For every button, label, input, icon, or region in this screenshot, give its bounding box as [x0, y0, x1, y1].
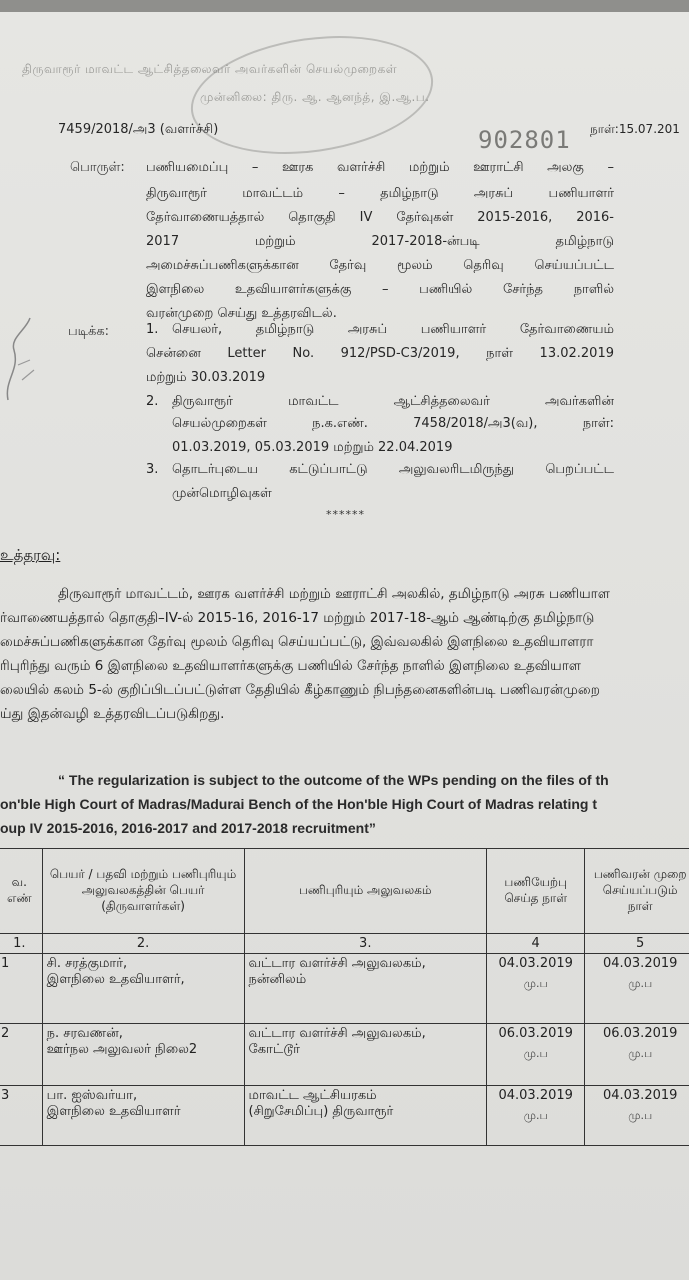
cell-office [244, 954, 486, 1024]
cell-name [42, 954, 244, 1024]
subject-line: பணியமைப்பு – ஊரக வளர்ச்சி மற்றும் ஊராட்சி அலகு – [146, 160, 614, 175]
join-session: மு.ப [523, 1047, 548, 1060]
reference-line: மற்றும் 30.03.2019 [146, 370, 266, 385]
reference-number-2: 2. [146, 394, 159, 409]
regularization-quote: on'ble High Court of Madras/Madurai Bench of the Hon'ble High Court of Madras relating t [0, 796, 598, 812]
office-place: (சிறுசேமிப்பு) திருவாரூர் [248, 1104, 394, 1119]
cell-office [244, 1024, 486, 1086]
cell-name [42, 1024, 244, 1086]
reference-number-3: 3. [146, 462, 159, 477]
join-session: மு.ப [523, 1109, 548, 1122]
regularization-quote: oup IV 2015-2016, 2016-2017 and 2017-2018 recruitment” [0, 820, 376, 836]
office-line-2: முன்னிலை: திரு. ஆ. ஆனந்த், இ.ஆ.ப. [200, 90, 430, 104]
reference-number-1: 1. [146, 322, 159, 337]
cell-reg-date [585, 954, 689, 1024]
column-number-row [0, 934, 689, 954]
reference-line: சென்னை Letter No. 912/PSD-C3/2019, நாள் 13.02.2019 [146, 346, 614, 361]
col-num: 3. [244, 934, 486, 954]
employee-post: இளநிலை உதவியாளர் [46, 1104, 181, 1119]
handwritten-mark [0, 310, 40, 410]
employee-name: ந. சரவணன், [46, 1026, 123, 1041]
table-header-row [0, 849, 689, 934]
employee-post: ஊர்நல அலுவலர் நிலை2 [46, 1042, 198, 1057]
header-name: பெயர் / பதவி மற்றும் பணிபுரியும் அலுவலகத்தின் பெயர் (திருவாளர்கள்) [42, 849, 244, 934]
header-regularization-date: பணிவரன் முறை செய்யப்படும் நாள் [585, 849, 689, 934]
cell-join-date [486, 1024, 584, 1086]
reference-line: முன்மொழிவுகள் [172, 486, 272, 501]
join-session: மு.ப [523, 977, 548, 990]
reference-label: படிக்க: [68, 324, 110, 339]
cell-sl: 3 [0, 1086, 42, 1146]
reference-line: தொடர்புடைய கட்டுப்பாட்டு அலுவலரிடமிருந்து பெறப்பட்ட [172, 462, 614, 477]
stamp-number: 902801 [478, 126, 571, 154]
office-name: வட்டார வளர்ச்சி அலுவலகம், [248, 956, 426, 971]
cell-office [244, 1086, 486, 1146]
subject-line: திருவாரூர் மாவட்டம் – தமிழ்நாடு அரசுப் பணியாளர் [146, 186, 614, 201]
join-date: 04.03.2019 [498, 956, 573, 971]
reg-session: மு.ப [628, 1109, 653, 1122]
subject-line: 2017 மற்றும் 2017-2018-ன்படி தமிழ்நாடு [146, 234, 614, 249]
scan-edge [0, 0, 689, 12]
subject-line: தேர்வாணையத்தால் தொகுதி IV தேர்வுகள் 2015-2016, 2016- [146, 210, 614, 225]
header-sl-no: வ. எண் [0, 849, 42, 934]
cell-reg-date [585, 1086, 689, 1146]
reference-line: செயல்முறைகள் ந.க.எண். 7458/2018/அ3(வ), நாள்: [172, 416, 614, 431]
separator-stars: ****** [326, 508, 365, 521]
regularization-table [0, 848, 689, 1146]
employee-name: சி. சரத்குமார், [46, 956, 128, 971]
col-num: 1. [0, 934, 42, 954]
reg-date: 04.03.2019 [602, 956, 678, 971]
order-line: மைச்சுப்பணிகளுக்கான தேர்வு மூலம் தெரிவு செய்யப்பட்டு, இவ்வலகில் இளநிலை உதவியாளரா [0, 634, 594, 650]
table-row [0, 1024, 689, 1086]
col-num: 4 [486, 934, 584, 954]
order-line: ரிபுரிந்து வரும் 6 இளநிலை உதவியாளர்களுக்கு பணியில் சேர்ந்த நாளில் இளநிலை உதவியாள [0, 658, 581, 674]
office-place: கோட்டூர் [248, 1042, 300, 1057]
order-line: ர்வாணையத்தால் தொகுதி–IV-ல் 2015-16, 2016-17 மற்றும் 2017-18-ஆம் ஆண்டிற்கு தமிழ்நாடு [0, 610, 595, 626]
subject-line: வரன்முறை செய்து உத்தரவிடல். [146, 306, 337, 321]
cell-join-date [486, 1086, 584, 1146]
employee-name: பா. ஐஸ்வர்யா, [46, 1088, 138, 1103]
cell-sl: 1 [0, 954, 42, 1024]
reg-session: மு.ப [628, 1047, 653, 1060]
cell-sl: 2 [0, 1024, 42, 1086]
table-row [0, 1086, 689, 1146]
office-name: மாவட்ட ஆட்சியரகம் [248, 1088, 377, 1103]
order-heading: உத்தரவு: [0, 546, 61, 564]
reg-date: 06.03.2019 [602, 1026, 678, 1041]
reference-line: 01.03.2019, 05.03.2019 மற்றும் 22.04.2019 [172, 440, 453, 455]
reference-line: செயலர், தமிழ்நாடு அரசுப் பணியாளர் தேர்வாணையம் [172, 322, 614, 337]
cell-join-date [486, 954, 584, 1024]
table-row [0, 954, 689, 1024]
cell-name [42, 1086, 244, 1146]
cell-reg-date [585, 1024, 689, 1086]
subject-line: அமைச்சுப்பணிகளுக்கான தேர்வு மூலம் தெரிவு செய்யப்பட்ட [146, 258, 614, 273]
order-line: திருவாரூர் மாவட்டம், ஊரக வளர்ச்சி மற்றும் ஊராட்சி அலகில், தமிழ்நாடு அரசு பணியாள [58, 586, 610, 602]
office-name: வட்டார வளர்ச்சி அலுவலகம், [248, 1026, 426, 1041]
subject-line: இளநிலை உதவியாளர்களுக்கு – பணியில் சேர்ந்த நாளில் [146, 282, 614, 297]
join-date: 04.03.2019 [498, 1088, 573, 1103]
document-date: நாள்:15.07.201 [590, 122, 680, 136]
header-office: பணிபுரியும் அலுவலகம் [244, 849, 486, 934]
col-num: 5 [585, 934, 689, 954]
col-num: 2. [42, 934, 244, 954]
reg-session: மு.ப [628, 977, 653, 990]
join-date: 06.03.2019 [498, 1026, 573, 1041]
reg-date: 04.03.2019 [602, 1088, 678, 1103]
employee-post: இளநிலை உதவியாளர், [46, 972, 185, 987]
order-line: லையில் கலம் 5-ல் குறிப்பிடப்பட்டுள்ள தேதியில் கீழ்காணும் நிபந்தனைகளின்படி பணிவரன்முறை [0, 682, 600, 698]
office-place: நன்னிலம் [248, 972, 307, 987]
subject-label: பொருள்: [70, 160, 125, 175]
order-line: ய்து இதன்வழி உத்தரவிடப்படுகிறது. [0, 706, 225, 722]
office-line-1: திருவாரூர் மாவட்ட ஆட்சித்தலைவர் அவர்களின் செயல்முறைகள் [22, 62, 398, 76]
header-join-date: பணியேற்பு செய்த நாள் [486, 849, 584, 934]
reference-number: 7459/2018/அ3 (வளர்ச்சி) [58, 122, 219, 137]
reference-line: திருவாரூர் மாவட்ட ஆட்சித்தலைவர் அவர்களின் [172, 394, 614, 409]
regularization-quote: “ The regularization is subject to the outcome of the WPs pending on the files of th [58, 772, 609, 788]
